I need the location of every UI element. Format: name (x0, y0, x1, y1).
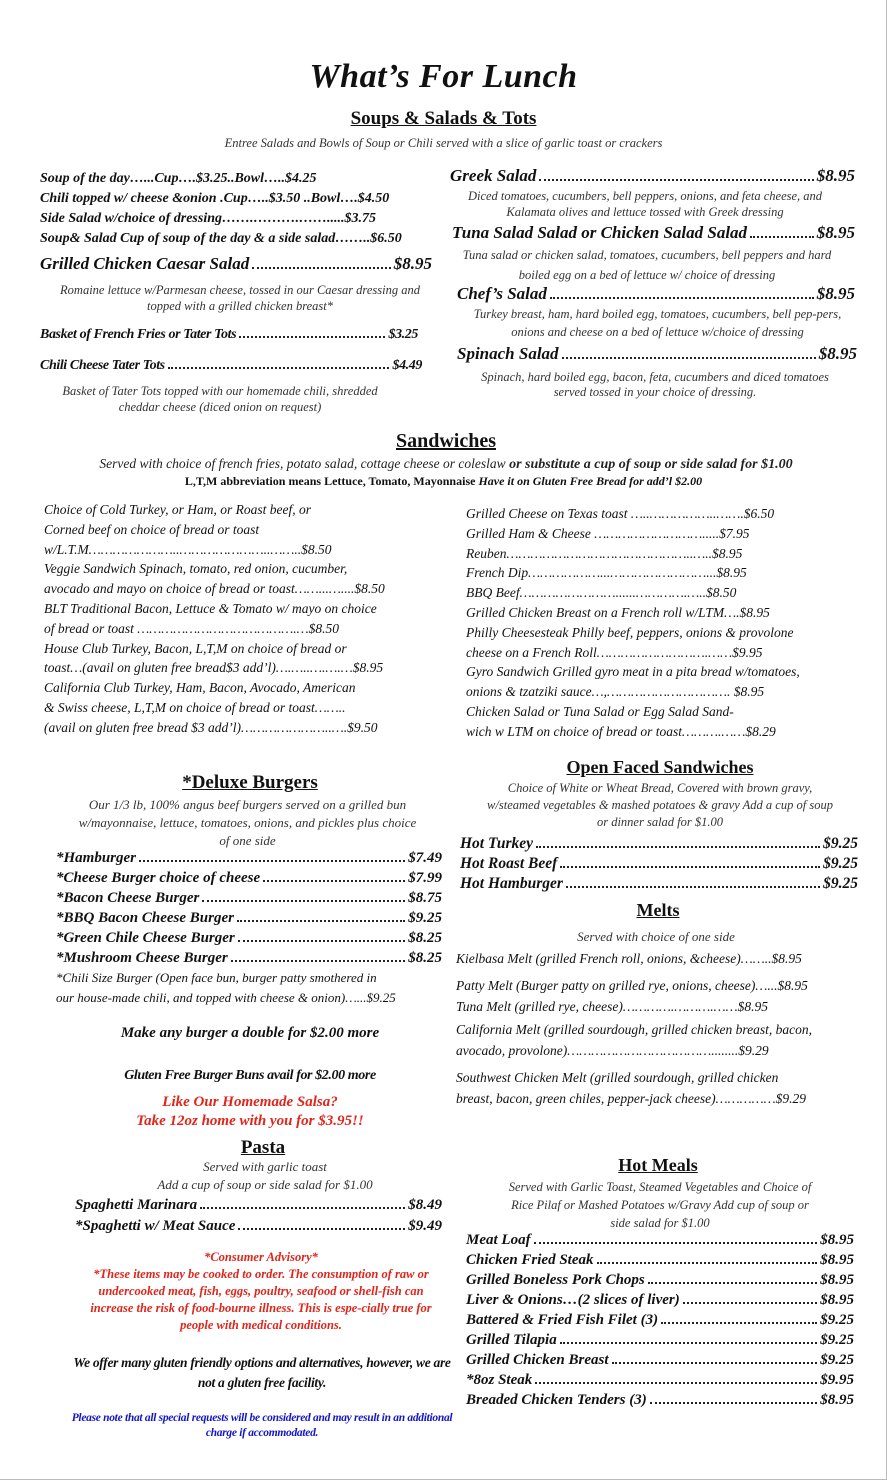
fries-price: $3.25 (388, 327, 418, 342)
spinach-desc: Spinach, hard boiled egg, bacon, feta, cucumbers and diced tomatoes served tossed in your choice of dressing. (481, 370, 829, 399)
soups-list (40, 169, 435, 249)
open-faced-name: Hot Hamburger (460, 875, 563, 892)
pasta-price: $8.49 (408, 1197, 442, 1213)
hot-meals-heading: Hot Meals (618, 1155, 698, 1175)
greek-name: Greek Salad (450, 166, 537, 185)
consumer-advisory (78, 1249, 444, 1334)
melts-list (456, 948, 861, 1109)
sandwich-line: California Club Turkey, Ham, Bacon, Avocado, American (44, 680, 356, 696)
melt-line: avocado, provolone)………………………………........$9.29 (456, 1043, 769, 1058)
fries-row (40, 327, 418, 343)
burger-name: *Green Chile Cheese Burger (56, 930, 235, 946)
open-faced-name: Hot Turkey (460, 835, 534, 852)
sandwiches-sub1-bold: or substitute a cup of soup or side salad for $1.00 (509, 457, 793, 472)
tuna-salad-price: $8.95 (816, 223, 855, 242)
burger-row (56, 870, 442, 890)
melt-line: Tuna Melt (grilled rye, cheese)………….……….……$8.95 (456, 999, 768, 1014)
caesar-name: Grilled Chicken Caesar Salad (40, 254, 250, 273)
hot-meal-name: *8oz Steak (466, 1372, 533, 1388)
burger-price: $9.25 (408, 910, 442, 926)
sandwich-line: Grilled Ham & Cheese ……………………….....$7.95 (466, 525, 750, 541)
sandwiches-sub1 (0, 456, 887, 473)
sandwich-line: French Dip………………...……………………...$8.95 (466, 565, 747, 581)
open-faced-list (460, 835, 858, 895)
hot-meal-name: Chicken Fried Steak (466, 1252, 594, 1268)
hot-meal-price: $8.95 (820, 1292, 854, 1308)
hot-meal-name: Grilled Boneless Pork Chops (466, 1272, 645, 1288)
sandwich-line: BBQ Beef……………………......………….…..$8.50 (466, 585, 737, 601)
hot-meal-name: Grilled Tilapia (466, 1332, 557, 1348)
advisory-heading: *Consumer Advisory* (204, 1250, 318, 1264)
pasta-sub (100, 1158, 430, 1194)
melt-line: Patty Melt (Burger patty on grilled rye, onions, cheese)…...$8.95 (456, 978, 808, 993)
advisory-text: *These items may be cooked to order. The consumption of raw or undercooked meat, fish, eggs, poultry, seafood or shell-fish can increase the risk of food-bourne illness. This is espe-cially true for people with medical conditions. (90, 1267, 432, 1332)
hot-meal-price: $8.95 (820, 1392, 854, 1408)
chef-row (457, 284, 855, 304)
pasta-row (75, 1218, 442, 1239)
burger-name: *Cheese Burger choice of cheese (56, 870, 261, 886)
burger-price: $7.49 (408, 850, 442, 866)
sandwich-line: of bread or toast ………………………………….…$8.50 (44, 620, 340, 636)
chili-tots-row (40, 358, 422, 374)
greek-desc: Diced tomatoes, cucumbers, bell peppers, onions, and feta cheese, and Kalamata olives and lettuce tossed with Greek dressing (467, 189, 823, 219)
melt-line: Kielbasa Melt (grilled French roll, onions, &cheese)……..$8.95 (456, 951, 802, 966)
tuna-salad-desc: Tuna salad or chicken salad, tomatoes, cucumbers, bell peppers and hard boiled egg on a bed of lettuce w/ choice of dressing (462, 248, 832, 282)
chili-size-line: our house-made chili, and topped with cheese & onion)…...$9.25 (56, 989, 396, 1005)
sandwich-line: House Club Turkey, Bacon, L,T,M on choice of bread or (44, 640, 347, 656)
hot-meal-row (466, 1312, 854, 1332)
sandwich-line: Choice of Cold Turkey, or Ham, or Roast beef, or (44, 502, 311, 517)
soup-of-day-line: Soup of the day…...Cup….$3.25..Bowl…..$4.25 (40, 171, 317, 186)
soups-heading: Soups & Salads & Tots (350, 108, 537, 129)
spinach-price: $8.95 (818, 344, 857, 363)
hot-meals-desc: Served with Garlic Toast, Steamed Vegetables and Choice of Rice Pilaf or Mashed Potatoes w/Gravy Add cup of soup or side salad for $1.00 (508, 1180, 812, 1230)
sandwich-line: Chicken Salad or Tuna Salad or Egg Salad Sand- (466, 703, 734, 719)
sandwich-line: wich w LTM on choice of bread or toast……….……$8.29 (466, 723, 776, 739)
salsa-promo (40, 1093, 460, 1131)
burger-price: $8.25 (408, 930, 442, 946)
hot-meals-list (466, 1232, 854, 1412)
hot-meal-name: Liver & Onions…(2 slices of liver) (466, 1292, 680, 1308)
open-faced-name: Hot Roast Beef (460, 855, 558, 872)
hot-meal-row (466, 1252, 854, 1272)
hot-meal-row (466, 1272, 854, 1292)
hot-meal-price: $9.25 (820, 1332, 854, 1348)
sandwich-line: & Swiss cheese, L,T,M on choice of bread or toast…….. (44, 699, 346, 715)
spinach-name: Spinach Salad (457, 344, 559, 363)
sandwich-line: (avail on gluten free bread $3 add’l)…………………..….$9.50 (44, 719, 378, 735)
caesar-price: $8.95 (393, 254, 432, 273)
open-faced-price: $9.25 (823, 875, 858, 892)
tuna-salad-row (452, 223, 855, 243)
hot-meal-price: $9.25 (820, 1312, 854, 1328)
caesar-desc: Romaine lettuce w/Parmesan cheese, tossed in our Caesar dressing and topped with a grilled chicken breast* (60, 283, 420, 313)
sandwiches-sub2-italic: Have it on Gluten Free Bread for add’l $2.00 (478, 474, 703, 488)
hot-meal-name: Breaded Chicken Tenders (3) (466, 1392, 647, 1408)
pasta-price: $9.49 (408, 1218, 442, 1234)
chef-name: Chef’s Salad (457, 284, 547, 303)
open-faced-price: $9.25 (823, 835, 858, 852)
burgers-desc: Our 1/3 lb, 100% angus beef burgers served on a grilled bun w/mayonnaise, lettuce, tomatoes, onions, and pickles plus choice of one side (78, 797, 417, 848)
sandwiches-sub2 (0, 474, 887, 489)
gluten-facility-note: We offer many gluten friendly options and alternatives, however, we are not a gluten free facility. (73, 1355, 451, 1390)
sandwich-line: Corned beef on choice of bread or toast (44, 521, 260, 537)
sandwich-line: Veggie Sandwich Spinach, tomato, red onion, cucumber, (44, 561, 348, 577)
open-faced-price: $9.25 (823, 855, 858, 872)
tuna-salad-name: Tuna Salad Salad or Chicken Salad Salad (452, 223, 748, 242)
chili-tots-name: Chili Cheese Tater Tots (40, 358, 165, 373)
melts-heading: Melts (636, 900, 680, 920)
open-faced-row (460, 855, 858, 875)
sandwiches-sub1-text: Served with choice of french fries, potato salad, cottage cheese or coleslaw (99, 456, 506, 471)
soups-subtitle: Entree Salads and Bowls of Soup or Chili served with a slice of garlic toast or crackers (224, 136, 663, 150)
burgers-heading: *Deluxe Burgers (182, 772, 318, 793)
burger-price: $8.75 (408, 890, 442, 906)
open-faced-row (460, 835, 858, 855)
burger-row (56, 930, 442, 950)
melts-sub: Served with choice of one side (577, 929, 735, 944)
hot-meal-name: Meat Loaf (466, 1232, 531, 1248)
hot-meal-row (466, 1372, 854, 1392)
melt-line: California Melt (grilled sourdough, grilled chicken breast, bacon, (456, 1022, 812, 1037)
spinach-row (457, 344, 857, 364)
open-faced-desc: Choice of White or Wheat Bread, Covered with brown gravy, w/steamed vegetables & mashed potatoes & gravy Add a cup of soup or dinner salad for $1.00 (487, 781, 833, 829)
greek-price: $8.95 (816, 166, 855, 185)
gluten-buns-note: Gluten Free Burger Buns avail for $2.00 more (124, 1068, 376, 1083)
hot-meal-row (466, 1232, 854, 1252)
hot-meal-price: $8.95 (820, 1272, 854, 1288)
sandwich-line: Reuben………………………………………..…..$8.95 (466, 545, 743, 561)
melt-line: Southwest Chicken Melt (grilled sourdough, grilled chicken (456, 1070, 779, 1085)
burger-name: *Hamburger (56, 850, 137, 866)
sandwich-line: w/L.T.M…………………..…………………..……..$8.50 (44, 541, 332, 557)
side-salad-line: Side Salad w/choice of dressing…….……….…….....$3.75 (40, 211, 377, 226)
burger-price: $7.99 (408, 870, 442, 886)
chef-desc: Turkey breast, ham, hard boiled egg, tomatoes, cucumbers, bell pep-pers, onions and cheese on a bed of lettuce w/choice of dressing (473, 307, 842, 339)
sandwich-line: cheese on a French Roll……………………….……$9.95 (466, 644, 763, 660)
double-burger-note: Make any burger a double for $2.00 more (120, 1025, 380, 1041)
hot-meal-row (466, 1392, 854, 1412)
sandwich-line: Grilled Chicken Breast on a French roll w/LTM….$8.95 (466, 604, 770, 620)
burger-name: *Mushroom Cheese Burger (56, 950, 228, 966)
hot-meal-price: $9.25 (820, 1352, 854, 1368)
burger-name: *Bacon Cheese Burger (56, 890, 200, 906)
chef-price: $8.95 (816, 284, 855, 303)
hot-meal-name: Battered & Fried Fish Filet (3) (466, 1312, 659, 1328)
chili-tots-price: $4.49 (392, 358, 422, 373)
pasta-sub-line: Add a cup of soup or side salad for $1.00 (157, 1177, 373, 1192)
pasta-heading: Pasta (240, 1137, 286, 1158)
special-requests-note: Please note that all special requests will be considered and may result in an additional charge if accommodated. (71, 1412, 453, 1439)
hot-meal-name: Grilled Chicken Breast (466, 1352, 609, 1368)
sandwich-line: onions & tzatziki sauce…,…………………………. $8.95 (466, 684, 765, 700)
pasta-name: Spaghetti Marinara (75, 1197, 198, 1213)
sandwiches-left-column (44, 500, 444, 738)
sandwich-line: BLT Traditional Bacon, Lettuce & Tomato w/ mayo on choice (44, 600, 377, 616)
burger-row (56, 950, 442, 970)
chili-line: Chili topped w/ cheese &onion .Cup…..$3.50 ..Bowl….$4.50 (40, 191, 390, 206)
open-faced-row (460, 875, 858, 895)
burger-row (56, 910, 442, 930)
sandwiches-heading: Sandwiches (395, 430, 497, 452)
sandwich-line: Grilled Cheese on Texas toast …..……………..…….$6.50 (466, 506, 775, 521)
hot-meal-price: $8.95 (820, 1252, 854, 1268)
chili-size-line: *Chili Size Burger (Open face bun, burger patty smothered in (56, 970, 377, 985)
sandwiches-right-column (466, 504, 861, 742)
salsa-line: Like Our Homemade Salsa? (162, 1094, 338, 1110)
menu-title: What’s For Lunch (309, 58, 578, 95)
sandwich-line: toast…(avail on gluten free bread$3 add’l)….…..….….…$8.95 (44, 660, 384, 676)
greek-row (450, 166, 855, 186)
burger-name: *BBQ Bacon Cheese Burger (56, 910, 234, 926)
melt-line: breast, bacon, green chiles, pepper-jack cheese)……………$9.29 (456, 1091, 807, 1106)
soup-salad-line: Soup& Salad Cup of soup of the day & a side salad……..$6.50 (40, 231, 402, 246)
burger-row (56, 850, 442, 870)
burger-row (56, 890, 442, 910)
sandwich-line: Philly Cheesesteak Philly beef, peppers, onions & provolone (466, 624, 794, 640)
fries-name: Basket of French Fries or Tater Tots (40, 327, 237, 342)
caesar-row (40, 254, 432, 274)
burgers-list (56, 850, 442, 970)
hot-meal-row (466, 1292, 854, 1312)
sandwiches-sub2-text: L,T,M abbreviation means Lettuce, Tomato, Mayonnaise (184, 474, 476, 488)
chili-size-burger (56, 968, 448, 1008)
hot-meal-price: $8.95 (820, 1232, 854, 1248)
sandwich-line: Gyro Sandwich Grilled gyro meat in a pita bread w/tomatoes, (466, 664, 800, 680)
burger-price: $8.25 (408, 950, 442, 966)
salsa-line: Take 12oz home with you for $3.95!! (136, 1113, 364, 1129)
chili-tots-desc: Basket of Tater Tots topped with our homemade chili, shredded cheddar cheese (diced onion on request) (62, 384, 378, 414)
open-faced-heading: Open Faced Sandwiches (566, 757, 754, 777)
pasta-row (75, 1197, 442, 1218)
hot-meal-row (466, 1352, 854, 1372)
sandwich-line: avocado and mayo on choice of bread or toast……...…....$8.50 (44, 581, 385, 597)
pasta-sub-line: Served with garlic toast (203, 1159, 327, 1174)
hot-meal-row (466, 1332, 854, 1352)
pasta-list (75, 1197, 442, 1239)
hot-meal-price: $9.95 (820, 1372, 854, 1388)
pasta-name: *Spaghetti w/ Meat Sauce (75, 1218, 236, 1234)
